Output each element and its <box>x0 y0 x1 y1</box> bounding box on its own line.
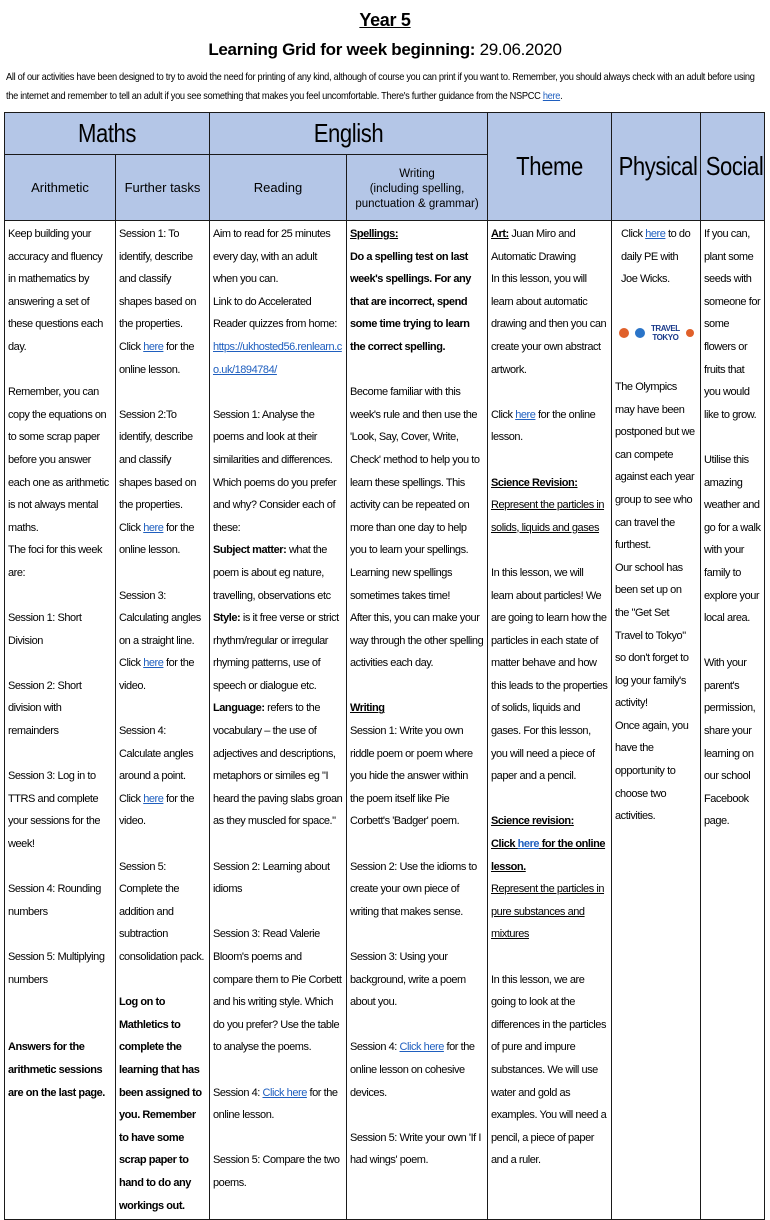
arithmetic-session-1: Session 1: Short Division <box>8 612 82 647</box>
maths-header <box>5 113 210 155</box>
joe-wicks-link[interactable]: here <box>645 228 666 240</box>
reading-header: Reading <box>210 155 347 221</box>
arithmetic-foci: The foci for this week are: <box>8 544 103 579</box>
further-session-5: Session 5: Complete the addition and subtraction consolidation pack. <box>119 860 205 963</box>
further-session-4: Session 4: Calculate angles around a point. <box>119 725 194 783</box>
intro-text: All of our activities have been designed to try to avoid the need for printing of any kind, although of course you can print if you want to. Remember, you should always check with an adult before using the internet and remember to tell an adult if you see something that makes you feel uncomfortable. There's further guidance from the NSPCC <box>6 72 755 102</box>
reading-ar-link-intro: Link to do Accelerated Reader quizzes from home: <box>213 295 337 331</box>
english-header <box>210 113 488 155</box>
arithmetic-intro: Keep building your accuracy and fluency in mathematics by answering a set of these questions each day. <box>8 228 103 353</box>
arithmetic-answers-note: Answers for the arithmetic sessions are on the last page. <box>8 1041 105 1099</box>
further-session-2: Session 2:To identify, describe and classify shapes based on the properties. <box>119 408 197 512</box>
click-text: Click <box>621 228 643 240</box>
style-text: is it free verse or strict rhythm/regular or irregular rhyming patterns, use of speech or dialogue etc. <box>213 612 339 692</box>
logo-text-line-2: TOKYO <box>652 333 679 343</box>
reading-session-5: Session 5: Compare the two poems. <box>213 1154 340 1189</box>
science-revision-2-link-line <box>491 833 608 878</box>
online-lesson-text: for the online lesson. <box>119 340 195 376</box>
science-revision-1-title: Represent the particles in solids, liquids and gases <box>491 499 605 534</box>
language-label: Language: <box>213 702 265 715</box>
week-heading <box>0 40 770 60</box>
online-lesson-text: for the online lesson. <box>491 838 606 873</box>
year-heading: Year 5 <box>359 10 411 30</box>
olympics-text: The Olympics may have been postponed but we can compete against each year group to see who can travel the furthest. <box>615 380 695 552</box>
writing-session-4-text: for the online lesson on cohesive devices. <box>350 1041 475 1099</box>
writing-session-2: Session 2: Use the idioms to create your own piece of writing that makes sense. <box>350 860 477 918</box>
science-revision-1-label: Science Revision: <box>491 476 578 489</box>
physical-header <box>612 113 701 221</box>
maths-header-label: Maths <box>77 118 137 148</box>
pe-link-line <box>615 223 697 291</box>
further-tasks-header: Further tasks <box>116 155 210 221</box>
pe-text: to do daily PE with Joe Wicks. <box>621 228 691 286</box>
reading-session-4 <box>213 1082 343 1127</box>
writing-header-sub: (including spelling, punctuation & grammar) <box>355 183 479 210</box>
spellings-method: Become familiar with this week's rule and then use the 'Look, Say, Cover, Write, Check' method to help you to learn these spellings. This activity can be repeated on more than one day to help you to learn your spellings. Learning new spellings sometimes takes time! <box>350 386 480 602</box>
video-text: for the video. <box>119 657 195 692</box>
writing-label: Writing <box>350 702 385 715</box>
writing-header-label: Writing <box>399 168 435 180</box>
click-text: Click <box>119 340 141 353</box>
further-session-1-link-line <box>119 336 206 381</box>
reading-subject-matter <box>213 539 343 607</box>
nspcc-link[interactable]: here <box>542 91 561 102</box>
logo-orange-dot-small <box>686 329 694 337</box>
reading-cell <box>210 221 347 1220</box>
get-set-text: Our school has been set up on the "Get Set Travel to Tokyo" so don't forget to log your family's activity! <box>615 561 689 710</box>
reading-session-2: Session 2: Learning about idioms <box>213 860 330 896</box>
science-revision-2-title: Represent the particles in pure substances and mixtures <box>491 883 605 941</box>
further-session-3-link[interactable]: here <box>143 657 164 670</box>
week-heading-label: Learning Grid for week beginning: <box>208 40 476 59</box>
art-title: Juan Miro and Automatic Drawing <box>491 228 576 263</box>
click-text: Click <box>119 792 141 805</box>
subject-matter-text: what the poem is about eg nature, travelling, observations etc <box>213 544 331 602</box>
travel-to-tokyo-logo <box>615 313 697 353</box>
arithmetic-session-5: Session 5: Multiplying numbers <box>8 951 105 986</box>
click-text: Click <box>491 838 516 851</box>
writing-header <box>347 155 488 221</box>
social-cell <box>701 221 765 1220</box>
language-text: refers to the vocabulary – the use of adjectives and descriptions, metaphors or similes eg "I heard the paving slabs groan as they muscled for space." <box>213 702 343 828</box>
art-description: In this lesson, you will learn about automatic drawing and then you can create your own abstract artwork. <box>491 273 607 376</box>
further-session-3-link-line <box>119 652 206 697</box>
reading-style <box>213 607 343 697</box>
intro-end: . <box>560 91 563 102</box>
further-tasks-cell <box>116 221 210 1220</box>
intro-paragraph <box>6 68 762 106</box>
spellings-after: After this, you can make your way through the other spelling activities each day. <box>350 612 484 670</box>
science-revision-2-label: Science revision: <box>491 815 574 828</box>
arithmetic-session-2: Session 2: Short division with remainders <box>8 679 82 738</box>
science-revision-2-link[interactable]: here <box>517 838 540 851</box>
spellings-label: Spellings: <box>350 228 399 240</box>
writing-session-5: Session 5: Write your own 'If I had wings' poem. <box>350 1131 482 1167</box>
social-header <box>701 113 765 221</box>
mathletics-note: Log on to Mathletics to complete the learning that has been assigned to you. Remember to have some scrap paper to hand to do any workings out. <box>119 996 202 1212</box>
online-lesson-text: for the online lesson. <box>491 408 596 444</box>
choose-activities-text: Once again, you have the opportunity to choose two activities. <box>615 719 689 823</box>
art-link-line <box>491 404 608 449</box>
art-lesson-link[interactable]: here <box>515 408 536 421</box>
reading-session-4-text: for the online lesson. <box>213 1086 338 1122</box>
reading-session-4-link[interactable]: Click here <box>262 1086 307 1099</box>
arithmetic-copy-note: Remember, you can copy the equations on to some scrap paper before you answer each one as arithmetic is not always mental maths. <box>8 386 109 534</box>
science-revision-1-text: In this lesson, we will learn about particles! We are going to learn how the particles in each state of matter behave and how this leads to the properties of solids, liquids and gases. For this lesson, you will need a piece of paper and a pencil. <box>491 566 608 783</box>
logo-blue-dot <box>635 328 645 338</box>
physical-cell <box>612 221 701 1220</box>
further-session-1: Session 1: To identify, describe and classify shapes based on the properties. <box>119 228 197 331</box>
reading-aim: Aim to read for 25 minutes every day, with an adult when you can. <box>213 228 331 286</box>
art-heading <box>491 223 608 268</box>
further-session-2-link[interactable]: here <box>143 521 164 534</box>
arithmetic-session-3: Session 3: Log in to TTRS and complete your sessions for the week! <box>8 770 101 851</box>
theme-cell <box>488 221 612 1220</box>
further-session-1-link[interactable]: here <box>143 340 164 353</box>
logo-text <box>651 324 680 342</box>
spellings-text: Do a spelling test on last week's spellings. For any that are incorrect, spend some time trying to learn the correct spelling. <box>350 250 471 353</box>
english-header-label: English <box>313 118 384 148</box>
writing-session-4-label: Session 4: <box>350 1041 397 1054</box>
reading-session-1: Session 1: Analyse the poems and look at their similarities and differences. Which poems do you prefer and why? Consider each of these: <box>213 408 337 534</box>
click-text: Click <box>119 657 141 670</box>
art-label: Art: <box>491 228 509 240</box>
plant-seeds-text: If you can, plant some seeds with someone for some flowers or fruits that you would like to grow. <box>704 228 761 421</box>
walk-text: Utilise this amazing weather and go for a walk with your family to explore your local area. <box>704 453 761 625</box>
accelerated-reader-link[interactable]: https://ukhosted56.renlearn.co.uk/1894784/ <box>213 340 342 376</box>
reading-session-3: Session 3: Read Valerie Bloom's poems and compare them to Pie Corbett and his writing style. Which do you prefer? Use the table to analyse the poems. <box>213 928 342 1054</box>
further-session-3: Session 3: Calculating angles on a straight line. <box>119 589 201 647</box>
writing-session-1: Session 1: Write you own riddle poem or poem where you hide the answer within the poem itself like Pie Corbett's 'Badger' poem. <box>350 725 473 828</box>
week-date: 29.06.2020 <box>479 40 562 59</box>
writing-cell <box>347 221 488 1220</box>
logo-orange-dot <box>619 328 629 338</box>
further-session-4-link[interactable]: here <box>143 792 164 805</box>
learning-grid <box>4 112 765 1220</box>
further-session-2-link-line <box>119 517 206 562</box>
writing-session-4-link[interactable]: Click here <box>399 1041 444 1054</box>
science-revision-2-text: In this lesson, we are going to look at the differences in the particles of pure and impure substances. We will use water and gold as examples. You will need a pencil, a piece of paper and a ruler. <box>491 973 607 1167</box>
click-text: Click <box>491 408 513 421</box>
arithmetic-cell <box>5 221 116 1220</box>
further-session-4-link-line <box>119 788 206 833</box>
style-label: Style: <box>213 612 241 625</box>
physical-header-label: Physical <box>618 151 698 181</box>
social-header-label: Social <box>705 151 764 181</box>
click-text: Click <box>119 521 141 534</box>
arithmetic-header: Arithmetic <box>5 155 116 221</box>
theme-header <box>488 113 612 221</box>
logo-text-line-1: TRAVEL <box>651 324 680 334</box>
writing-session-3: Session 3: Using your background, write a poem about you. <box>350 951 466 1009</box>
reading-language <box>213 697 343 833</box>
online-lesson-text: for the online lesson. <box>119 521 195 557</box>
writing-session-4 <box>350 1036 484 1104</box>
reading-session-4-label: Session 4: <box>213 1086 260 1099</box>
video-text: for the video. <box>119 792 195 828</box>
arithmetic-session-4: Session 4: Rounding numbers <box>8 883 101 918</box>
share-learning-text: With your parent's permission, share your learning on our school Facebook page. <box>704 657 756 828</box>
subject-matter-label: Subject matter: <box>213 544 287 557</box>
theme-header-label: Theme <box>516 151 583 181</box>
